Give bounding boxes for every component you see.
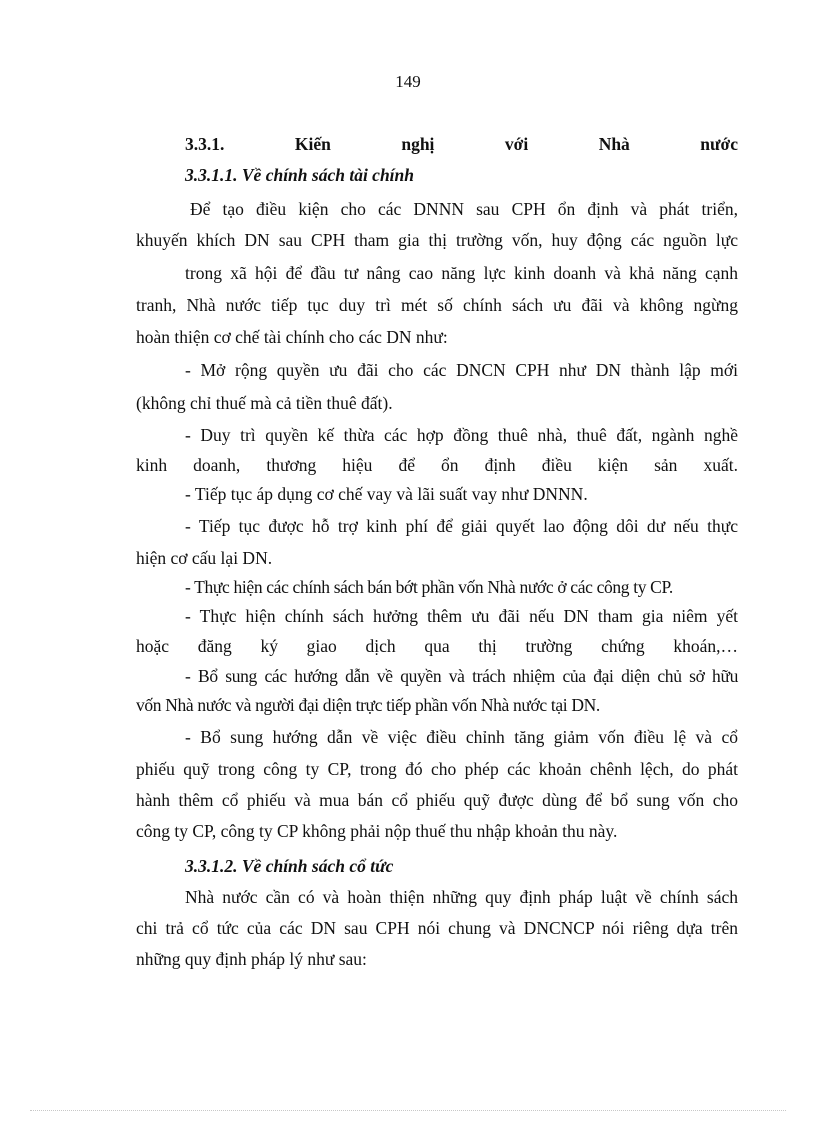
list-item: (không chỉ thuế mà cả tiền thuê đất). [136,393,393,413]
subsection-heading-financial-policy: 3.3.1.1. Về chính sách tài chính [185,165,415,185]
list-item: - Bổ sung hướng dẫn về việc điều chỉnh tăng giảm vốn điều lệ và cổ [185,727,738,747]
list-item: - Tiếp tục áp dụng cơ chế vay và lãi suất vay như DNNN. [185,484,588,504]
list-item: hoặc đăng ký giao dịch qua thị trường chứng khoán,… [136,636,738,656]
list-item: kinh doanh, thương hiệu để ổn định điều kiện sản xuất. [136,455,738,475]
list-item: công ty CP, công ty CP không phải nộp thuế thu nhập khoản thu này. [136,821,618,841]
paragraph-line: hoàn thiện cơ chế tài chính cho các DN như: [136,327,448,347]
paragraph-line: trong xã hội để đầu tư nâng cao năng lực kinh doanh và khả năng cạnh [185,263,738,283]
subsection-heading-dividend-policy: 3.3.1.2. Về chính sách cổ tức [185,856,394,876]
paragraph-line: những quy định pháp lý như sau: [136,949,367,969]
list-item: hiện cơ cấu lại DN. [136,548,273,568]
list-item: - Duy trì quyền kế thừa các hợp đồng thuê nhà, thuê đất, ngành nghề [185,425,738,445]
list-item: - Bổ sung các hướng dẫn về quyền và trách nhiệm của đại diện chủ sở hữu [185,666,738,686]
list-item: - Mở rộng quyền ưu đãi cho các DNCN CPH như DN thành lập mới [185,360,738,380]
list-item: vốn Nhà nước và người đại diện trực tiếp phần vốn Nhà nước tại DN. [136,695,600,715]
paragraph-line: tranh, Nhà nước tiếp tục duy trì mét số chính sách ưu đãi và không ngừng [136,295,738,315]
list-item: - Thực hiện các chính sách bán bớt phần vốn Nhà nước ở các công ty CP. [185,577,673,597]
paragraph-line: chi trả cổ tức của các DN sau CPH nói chung và DNCNCP nói riêng dựa trên [136,918,738,938]
list-item: - Thực hiện chính sách hưởng thêm ưu đãi nếu DN tham gia niêm yết [185,606,738,626]
footer-divider [30,1110,786,1111]
list-item: - Tiếp tục được hỗ trợ kinh phí để giải quyết lao động dôi dư nếu thực [185,516,738,536]
page-number: 149 [395,72,421,91]
list-item: hành thêm cổ phiếu và mua bán cổ phiếu quỹ được dùng để bổ sung vốn cho [136,790,738,810]
list-item: phiếu quỹ trong công ty CP, trong đó cho phép các khoản chênh lệch, do phát [136,759,738,779]
paragraph-line: Để tạo điều kiện cho các DNNN sau CPH ổn định và phát triển, [190,199,738,219]
section-heading: 3.3.1. Kiến nghị với Nhà nước [185,134,738,154]
paragraph-line: Nhà nước cần có và hoàn thiện những quy định pháp luật về chính sách [185,887,738,907]
paragraph-line: khuyến khích DN sau CPH tham gia thị trường vốn, huy động các nguồn lực [136,230,738,250]
